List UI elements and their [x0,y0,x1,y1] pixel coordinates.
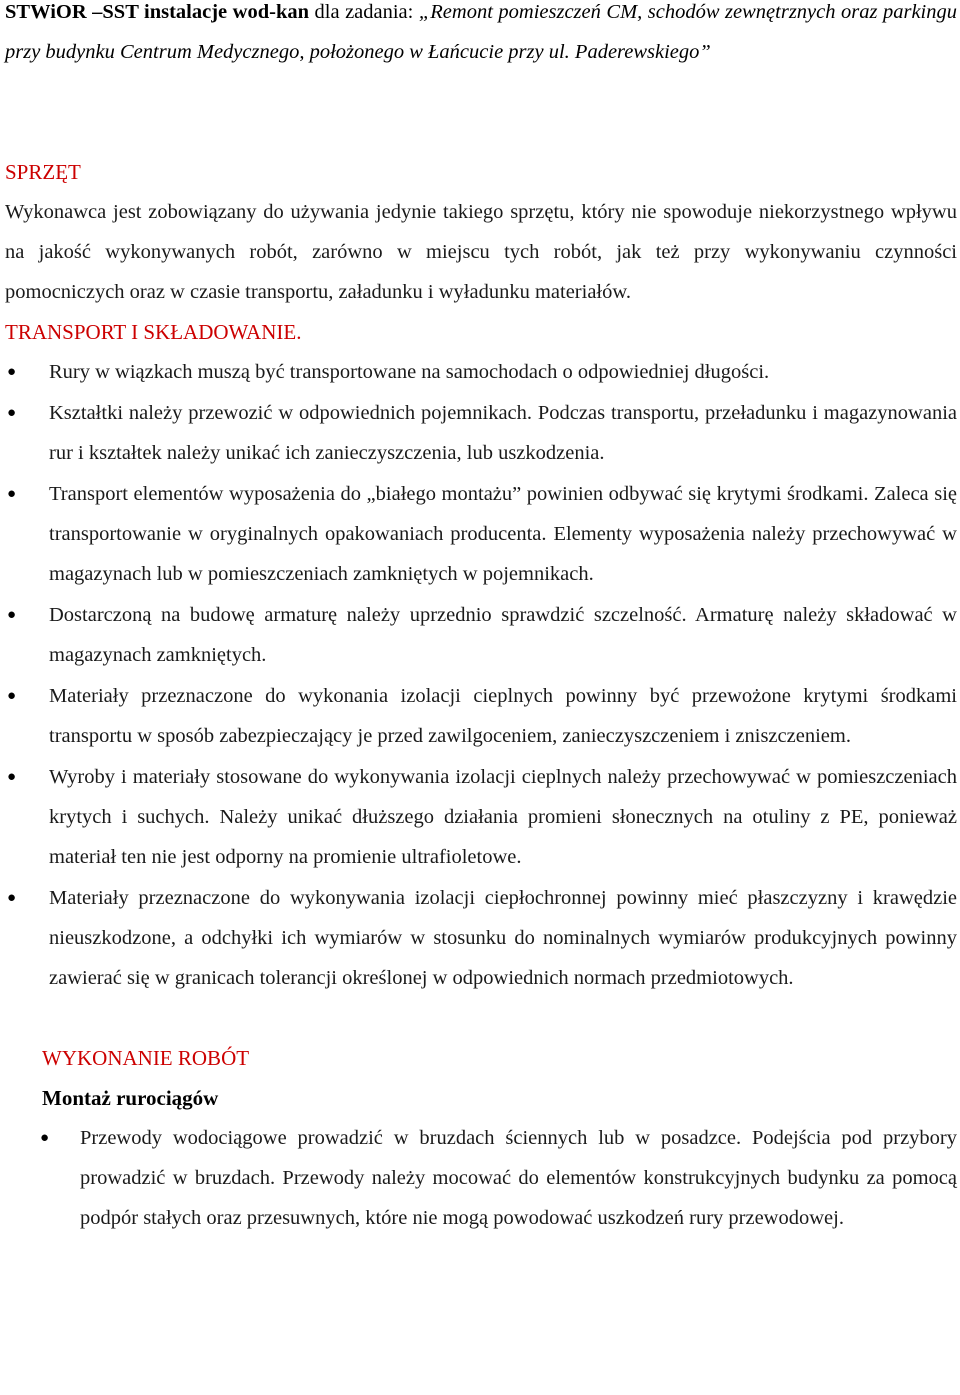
spec-code: STWiOR –SST instalacje wod-kan [5,1,309,23]
list-item-text: Materiały przeznaczone do wykonywania izolacji ciepłochronnej powinny mieć płaszczyzny i krawędzie nieuszkodzone, a odchyłki ich wymiarów w stosunku do nominalnych wymiarów produkcyjnych powinny zawierać się w granicach tolerancji określonej w odpowiednich normach przedmiotowych. [49,887,957,989]
list-item [5,393,957,473]
list-item [5,352,957,392]
wykonanie-list [42,1118,957,1238]
list-item [5,595,957,675]
list-item-text: Transport elementów wyposażenia do „białego montażu” powinien odbywać się krytymi środkami. Zaleca się transportowanie w oryginalnych opakowaniach producenta. Elementy wyposażenia należy przechowywać w magazynach lub w pomieszczeniach zamkniętych w pojemnikach. [49,483,957,585]
list-item-text: Przewody wodociągowe prowadzić w bruzdach ściennych lub w posadzce. Podejścia pod przybory prowadzić w bruzdach. Przewody należy mocować do elementów konstrukcyjnych budynku za pomocą podpór stałych oraz przesuwnych, które nie mogą powodować uszkodzeń rury przewodowej. [80,1127,957,1229]
bullet-icon: ● [7,364,17,380]
bullet-icon: ● [7,607,17,623]
list-item [5,474,957,594]
list-item-text: Materiały przeznaczone do wykonania izolacji cieplnych powinny być przewożone krytymi środkami transportu w sposób zabezpieczający je przed zawilgoceniem, zanieczyszczeniem i zniszczeniem. [49,685,957,747]
list-item-text: Kształtki należy przewozić w odpowiednich pojemnikach. Podczas transportu, przeładunku i magazynowania rur i kształtek należy unikać ich zanieczyszczenia, lub uszkodzenia. [49,402,957,464]
task-prefix: dla zadania: [309,1,419,23]
list-item [5,878,957,998]
task-title: „Remont pomieszczeń CM, schodów zewnętrznych oraz parkingu przy budynku Centrum Medycznego, położonego w Łańcucie przy ul. Paderewskiego” [5,1,957,63]
list-item [42,1118,957,1238]
list-item-text: Dostarczoną na budowę armaturę należy uprzednio sprawdzić szczelność. Armaturę należy składować w magazynach zamkniętych. [49,604,957,666]
section-wykonanie [42,1038,957,1238]
list-item-text: Rury w wiązkach muszą być transportowane na samochodach o odpowiedniej długości. [49,361,770,383]
subheading-montaz: Montaż rurociągów [42,1086,219,1110]
bullet-icon: ● [7,688,17,704]
section-heading-sprzet: SPRZĘT [5,160,81,184]
document-page [5,0,957,1239]
document-header [5,0,957,72]
transport-list [5,352,957,998]
list-item [5,676,957,756]
section-heading-transport: TRANSPORT I SKŁADOWANIE. [5,320,302,344]
list-item-text: Wyroby i materiały stosowane do wykonywania izolacji cieplnych należy przechowywać w pomieszczeniach krytych i suchych. Należy unikać dłuższego działania promieni słonecznych na otuliny z PE, ponieważ materiał ten nie jest odporny na promienie ultrafioletowe. [49,766,957,868]
bullet-icon: ● [40,1130,50,1146]
bullet-icon: ● [7,405,17,421]
section-heading-wykonanie: WYKONANIE ROBÓT [42,1046,250,1070]
bullet-icon: ● [7,769,17,785]
bullet-icon: ● [7,890,17,906]
list-item [5,757,957,877]
bullet-icon: ● [7,486,17,502]
section-text-sprzet: Wykonawca jest zobowiązany do używania jedynie takiego sprzętu, który nie spowoduje niekorzystnego wpływu na jakość wykonywanych robót, zarówno w miejscu tych robót, jak też przy wykonywaniu czynności pomocniczych oraz w czasie transportu, załadunku i wyładunku materiałów. [5,201,957,303]
